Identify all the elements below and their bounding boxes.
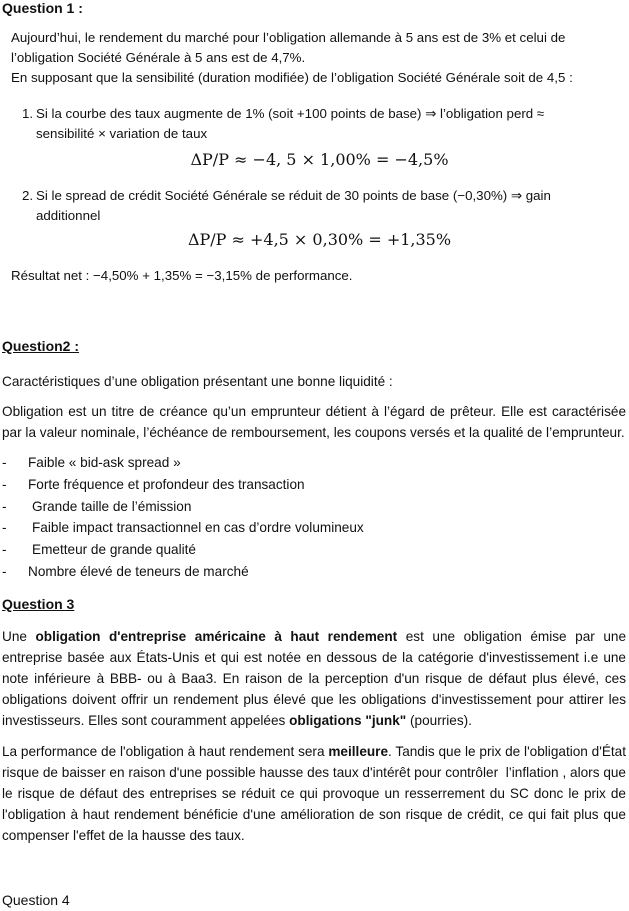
list-item-text: Grande taille de l’émission [32,499,192,514]
list-dash: - [2,564,7,579]
formula-2: ΔP/P ≈ +4,5 × 0,30% = +1,35% [187,230,452,249]
q1-item-1-number: 1. [22,106,34,121]
q3-paragraph-2 [2,741,626,846]
q3-p2-text: La performance de l'obligation à haut rendement sera [2,744,329,759]
q3-p1-bold-junk: obligations "junk" [289,713,407,728]
q1-intro-line-3: En supposant que la sensibilité (duration modifiée) de l’obligation Société Générale soit de 4,5 : [11,70,573,85]
q1-intro-line-2: l’obligation Société Générale à 5 ans est de 4,7%. [11,50,306,65]
list-dash: - [2,477,7,492]
list-item-text: Emetteur de grande qualité [32,542,196,557]
list-item-text: Faible « bid-ask spread » [28,455,181,470]
formula-1: ΔP/P ≈ −4, 5 × 1,00% = −4,5% [190,150,449,169]
list-dash: - [2,542,7,557]
list-dash: - [2,520,7,535]
q1-result: Résultat net : −4,50% + 1,35% = −3,15% de performance. [11,268,353,283]
q2-subtitle: Caractéristiques d’une obligation présentant une bonne liquidité : [2,374,393,389]
list-dash: - [2,499,7,514]
q3-p1-bold-term: obligation d'entreprise américaine à haut rendement [35,629,398,644]
q2-definition: Obligation est un titre de créance qu’un emprunteur détient à l’égard de prêteur. Elle est caractérisée par la valeur nominale, l’échéance de remboursement, les coupons versés et la qualité de l’emprunteur. [2,404,626,440]
question-4-title: Question 4 [2,892,70,908]
question-3-title: Question 3 [2,596,75,612]
q1-item-2-line-2: additionnel [36,208,101,223]
list-item-text: Faible impact transactionnel en cas d’ordre volumineux [32,520,364,535]
q3-paragraph-1 [2,626,626,731]
q3-p2-bold: meilleure [328,744,389,759]
q3-p1-text: Une [2,629,36,644]
q1-item-2-line-1: Si le spread de crédit Société Générale se réduit de 30 points de base (−0,30%) ⇒ gain [36,188,551,203]
question-2-title: Question2 : [2,338,80,354]
question-1-title: Question 1 : [2,0,83,16]
q1-intro [11,28,623,88]
q3-p1-text: est une obligation émise par une entreprise basée aux États-Unis et qui est notée en dessous de la catégorie d'investissement i.e une note inférieure à BBB- ou à Baa3. En raison de la perception d'un risque de défaut plus élevé, ces obligations doivent offrir un rendement plus élevé que les obligations d'investissement pour attirer les investisseurs. Elles sont couramment appelées [2,629,627,728]
list-dash: - [2,455,7,470]
q1-intro-line-1: Aujourd’hui, le rendement du marché pour l’obligation allemande à 5 ans est de 3% et celui de [11,30,566,45]
list-item-text: Nombre élevé de teneurs de marché [28,564,249,579]
q3-p2-text: . Tandis que le prix de l'obligation d'État risque de baisser en raison d'une possible hausse des taux d'intérêt pour contrôler l’inflation , alors que le risque de défaut des entreprises se réduit ce qui provoque un resserrement du SC donc le prix de l'obligation à haut rendement bénéficie d'une amélioration de son risque de crédit, ce qui fait plus que compenser l'effet de la hausse des taux. [2,744,627,843]
q1-item-1-line-1: Si la courbe des taux augmente de 1% (soit +100 points de base) ⇒ l’obligation perd ≈ [36,106,545,121]
q1-item-2-number: 2. [22,188,34,203]
list-item-text: Forte fréquence et profondeur des transaction [28,477,305,492]
q1-item-1-line-2: sensibilité × variation de taux [36,126,208,141]
q3-p1-text: (pourries). [406,713,472,728]
